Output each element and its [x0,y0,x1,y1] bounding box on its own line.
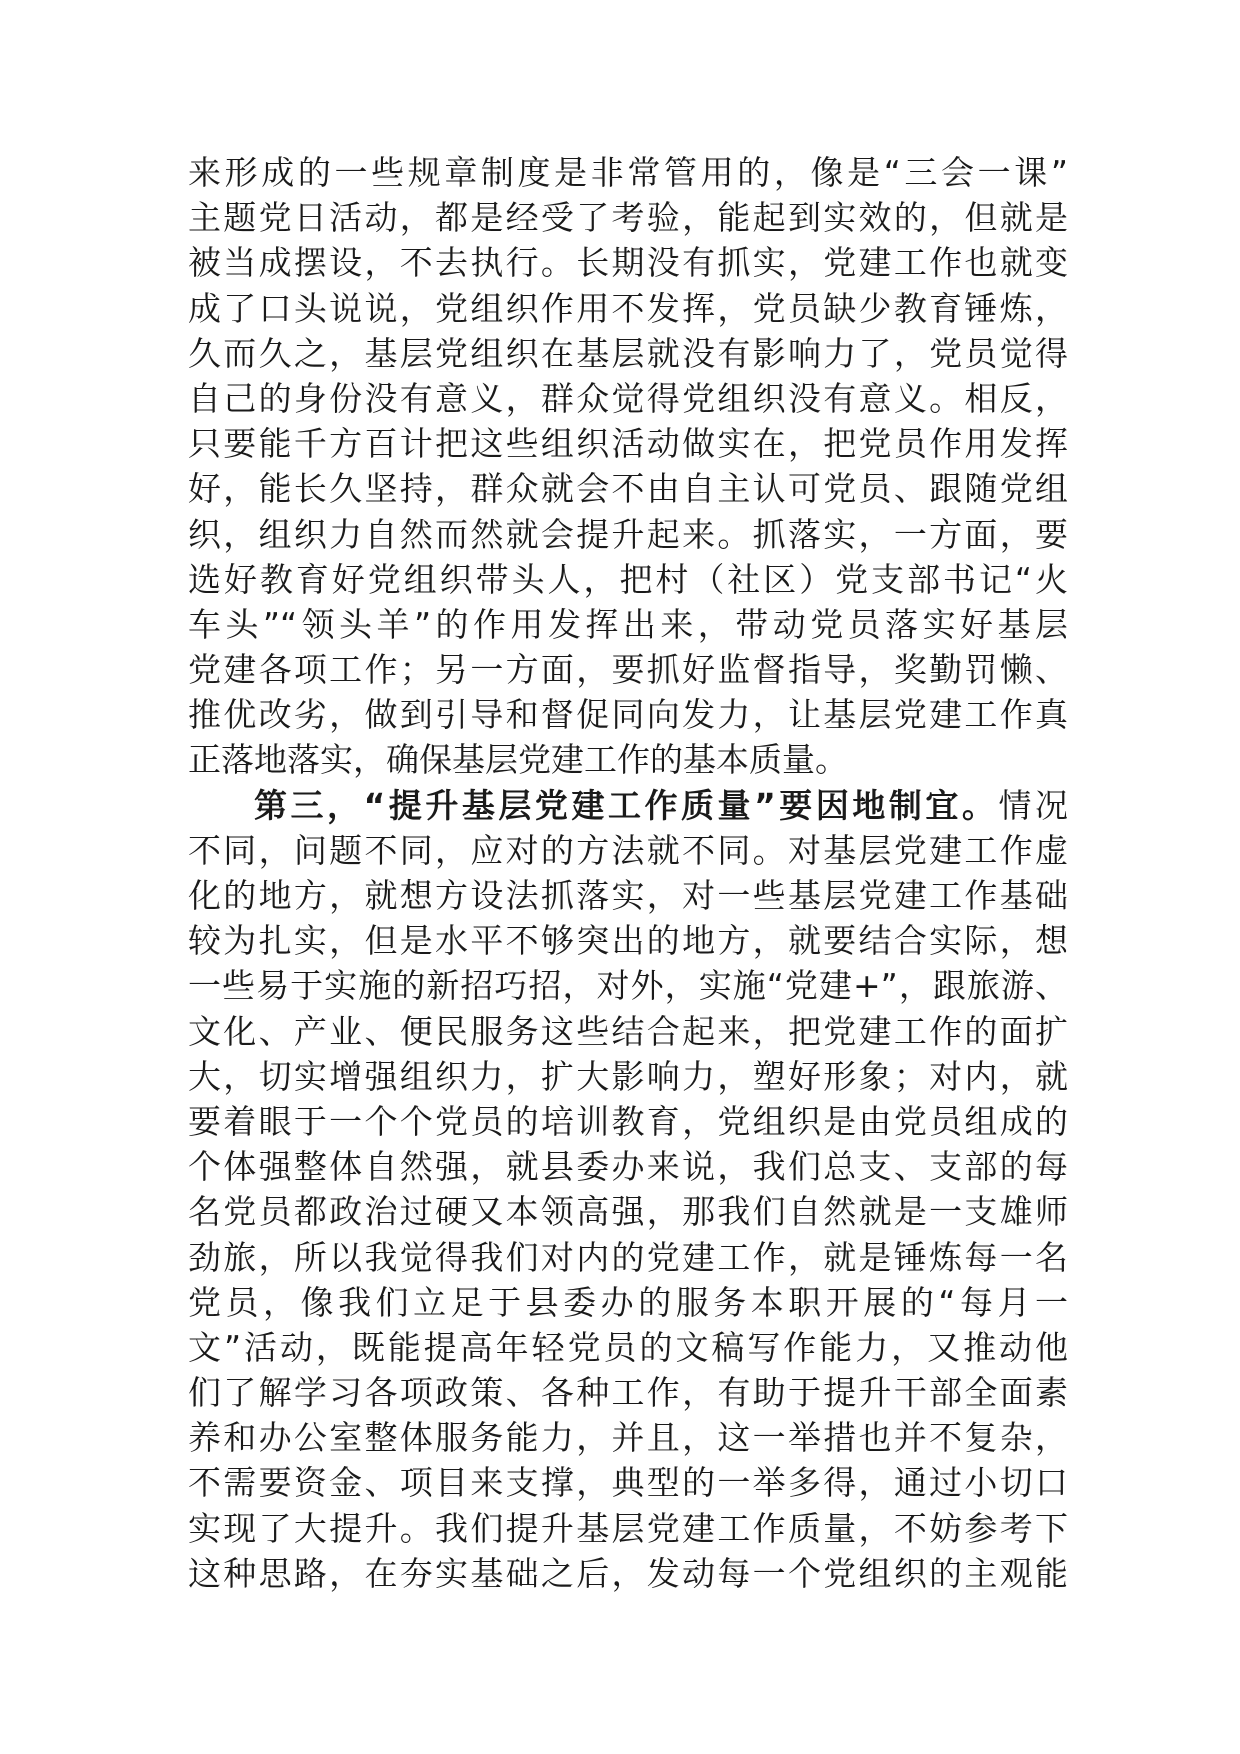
section-heading: 第三，“提升基层党建工作质量”要因地制宜。 [254,785,999,825]
text-line: 好，能长久坚持，群众就会不由自主认可党员、跟随党组 [188,469,1068,509]
text-line: 不需要资金、项目来支撑，典型的一举多得，通过小切口 [188,1463,1068,1503]
text-line: 不同，问题不同，应对的方法就不同。对基层党建工作虚 [188,830,1068,870]
text-line: 劲旅，所以我觉得我们对内的党建工作，就是锤炼每一名 [188,1237,1068,1277]
text-line: 较为扎实，但是水平不够突出的地方，就要结合实际，想 [188,921,1068,961]
text-line: 们了解学习各项政策、各种工作，有助于提升干部全面素 [188,1373,1068,1413]
text-line: 主题党日活动，都是经受了考验，能起到实效的，但就是 [188,198,1068,238]
text-line: 一些易于实施的新招巧招，对外，实施“党建+”，跟旅游、 [188,966,1068,1006]
text-line: 推优改劣，做到引导和督促同向发力，让基层党建工作真 [188,695,1068,735]
text-line: 来形成的一些规章制度是非常管用的，像是“三会一课” [188,153,1068,192]
text-line: 党员，像我们立足于县委办的服务本职开展的“每月一 [188,1282,1068,1322]
text-line: 自己的身份没有意义，群众觉得党组织没有意义。相反， [188,378,1068,418]
text-line: 个体强整体自然强，就县委办来说，我们总支、支部的每 [188,1147,1068,1187]
text-line: 久而久之，基层党组织在基层就没有影响力了，党员觉得 [188,333,1068,373]
text-line: 大，切实增强组织力，扩大影响力，塑好形象；对内，就 [188,1056,1068,1096]
heading-continuation: 情况 [998,785,1068,825]
text-line: 养和办公室整体服务能力，并且，这一举措也并不复杂， [188,1418,1068,1458]
text-line: 车头”“领头羊”的作用发挥出来，带动党员落实好基层 [188,604,1068,644]
text-line: 选好教育好党组织带头人，把村（社区）党支部书记“火 [188,559,1068,599]
text-line: 实现了大提升。我们提升基层党建工作质量，不妨参考下 [188,1508,1068,1548]
text-line: 化的地方，就想方设法抓落实，对一些基层党建工作基础 [188,876,1068,915]
body-text [188,150,1068,1596]
text-line: 正落地落实，确保基层党建工作的基本质量。 [188,740,848,780]
text-line: 被当成摆设，不去执行。长期没有抓实，党建工作也就变 [188,243,1068,283]
text-line: 文化、产业、便民服务这些结合起来，把党建工作的面扩 [188,1011,1068,1051]
text-line: 这种思路，在夯实基础之后，发动每一个党组织的主观能 [188,1553,1068,1593]
text-line: 名党员都政治过硬又本领高强，那我们自然就是一支雄师 [188,1192,1068,1232]
text-line: 要着眼于一个个党员的培训教育，党组织是由党员组成的 [188,1101,1068,1141]
section-heading-line [188,783,1068,828]
text-line: 党建各项工作；另一方面，要抓好监督指导，奖勤罚懒、 [188,650,1068,690]
text-line: 成了口头说说，党组织作用不发挥，党员缺少教育锤炼， [188,288,1068,328]
text-line: 只要能千方百计把这些组织活动做实在，把党员作用发挥 [188,424,1068,464]
text-line: 织，组织力自然而然就会提升起来。抓落实，一方面，要 [188,514,1068,554]
text-line: 文”活动，既能提高年轻党员的文稿写作能力，又推动他 [188,1327,1068,1367]
